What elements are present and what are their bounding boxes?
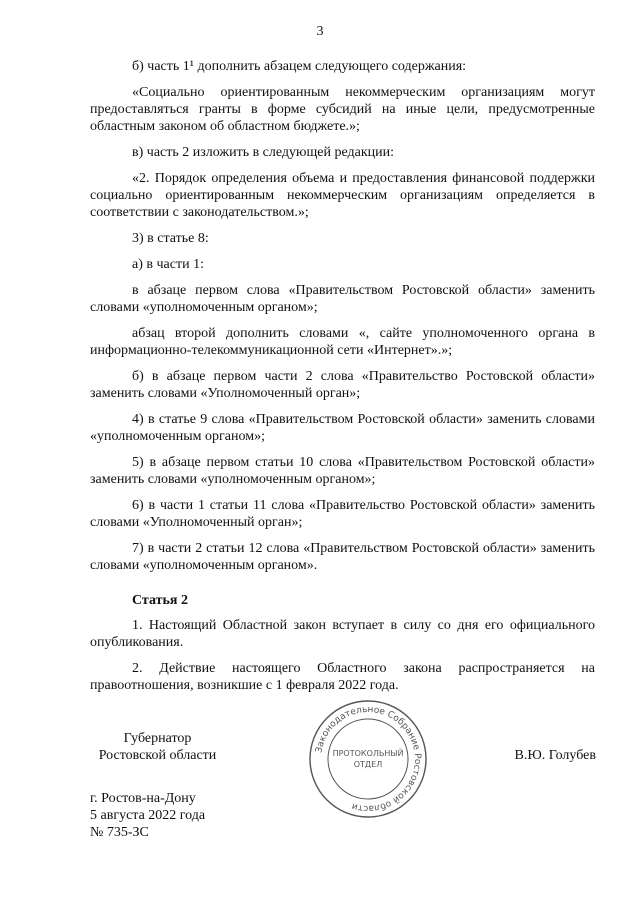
official-stamp [307,698,429,820]
stamp-center-text: ОТДЕЛ [353,760,383,769]
paragraph: 2. Действие настоящего Областного закона распространяется на правоотношения, возникшие с 1 февраля 2022 года. [90,661,595,693]
city: г. Ростов-на-Дону [90,791,196,806]
paragraph: б) часть 1¹ дополнить абзацем следующего содержания: [132,59,467,74]
stamp-ring-text: Законодательное Собрание Ростовской области [314,704,423,814]
stamp-center-text: ПРОТОКОЛЬНЫЙ [332,749,404,758]
paragraph: 4) в статье 9 слова «Правительством Ростовской области» заменить словами «уполномоченным органом»; [90,412,595,444]
paragraph: в абзаце первом слова «Правительством Ростовской области» заменить словами «уполномоченным органом»; [90,283,595,315]
signatory-name: В.Ю. Голубев [514,748,596,763]
signatory-title-line: Ростовской области [98,748,217,763]
paragraph: абзац второй дополнить словами «, сайте уполномоченного органа в информационно-телекоммуникационной сети «Интернет».»; [90,326,595,358]
document-body [90,58,595,703]
signatory-title [90,730,225,764]
signatory-title-line: Губернатор [123,731,192,746]
place-and-date [90,790,205,841]
paragraph: 1. Настоящий Областной закон вступает в силу со дня его официального опубликования. [90,618,595,650]
paragraph: 6) в части 1 статьи 11 слова «Правительство Ростовской области» заменить словами «Уполномоченный орган»; [90,498,595,530]
paragraph: 5) в абзаце первом статьи 10 слова «Правительством Ростовской области» заменить словами «уполномоченным органом»; [90,455,595,487]
stamp-outer-ring [310,701,426,817]
paragraph: в) часть 2 изложить в следующей редакции: [132,145,395,160]
article-heading: Статья 2 [132,593,188,608]
paragraph: б) в абзаце первом части 2 слова «Правительство Ростовской области» заменить словами «Уполномоченный орган»; [90,369,595,401]
paragraph: 3) в статье 8: [132,231,209,246]
stamp-inner-ring [328,719,408,799]
law-number: № 735-ЗС [90,825,149,840]
paragraph: «Социально ориентированным некоммерческим организациям могут предоставляться гранты в форме субсидий на иные цели, предусмотренные областным законом об областном бюджете.»; [90,85,595,134]
paragraph: а) в части 1: [132,257,204,272]
date: 5 августа 2022 года [90,808,206,823]
paragraph: 7) в части 2 статьи 12 слова «Правительством Ростовской области» заменить словами «уполномоченным органом». [90,541,595,573]
page-number: 3 [316,24,324,39]
paragraph: «2. Порядок определения объема и предоставления финансовой поддержки социально ориентированным некоммерческим организациям определяется в соответствии с законодательством.»; [90,171,595,220]
